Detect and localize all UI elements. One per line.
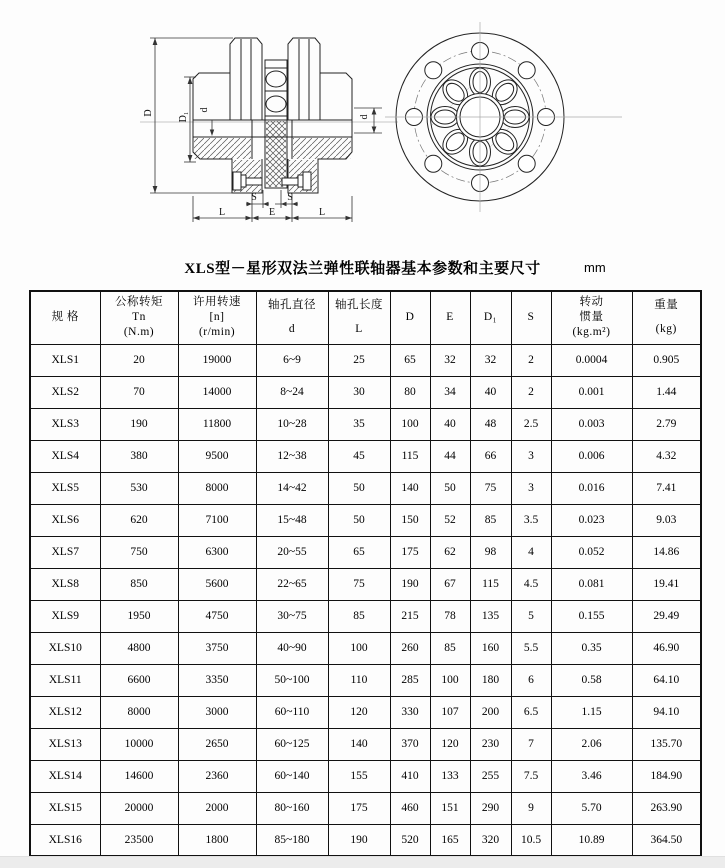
value-cell: 155 <box>328 760 390 792</box>
value-cell: 19000 <box>178 344 256 376</box>
value-cell: 2 <box>511 344 551 376</box>
column-header-D: D <box>390 291 430 344</box>
value-cell: 10~28 <box>256 408 328 440</box>
value-cell: 2000 <box>178 792 256 824</box>
table-row <box>30 632 701 664</box>
value-cell: 80~160 <box>256 792 328 824</box>
table-header-row <box>30 291 701 344</box>
value-cell: 190 <box>328 824 390 856</box>
value-cell: 45 <box>328 440 390 472</box>
value-cell: 255 <box>470 760 511 792</box>
value-cell: 6 <box>511 664 551 696</box>
value-cell: 750 <box>100 536 178 568</box>
value-cell: 94.10 <box>632 696 701 728</box>
table-row <box>30 824 701 856</box>
column-header-weight: 重量 (kg) <box>632 291 701 344</box>
section-view <box>193 38 352 193</box>
value-cell: 50 <box>430 472 470 504</box>
value-cell: 3750 <box>178 632 256 664</box>
value-cell: 2 <box>511 376 551 408</box>
value-cell: 0.58 <box>551 664 632 696</box>
value-cell: 2.5 <box>511 408 551 440</box>
column-header-length: 轴孔长度 L <box>328 291 390 344</box>
value-cell: 50 <box>328 504 390 536</box>
value-cell: 1950 <box>100 600 178 632</box>
value-cell: 6~9 <box>256 344 328 376</box>
value-cell: 6.5 <box>511 696 551 728</box>
value-cell: 19.41 <box>632 568 701 600</box>
value-cell: 48 <box>470 408 511 440</box>
value-cell: 370 <box>390 728 430 760</box>
dim-label-d-right: d <box>359 114 370 120</box>
dim-label-D: D <box>143 109 154 117</box>
spec-cell: XLS10 <box>30 632 100 664</box>
value-cell: 50 <box>328 472 390 504</box>
table-row <box>30 792 701 824</box>
value-cell: 20 <box>100 344 178 376</box>
value-cell: 12~38 <box>256 440 328 472</box>
value-cell: 1.44 <box>632 376 701 408</box>
value-cell: 120 <box>328 696 390 728</box>
dim-label-E: E <box>268 207 276 218</box>
value-cell: 3.5 <box>511 504 551 536</box>
value-cell: 3350 <box>178 664 256 696</box>
table-row <box>30 696 701 728</box>
column-header-torque: 公称转矩 Tn (N.m) <box>100 291 178 344</box>
value-cell: 620 <box>100 504 178 536</box>
value-cell: 133 <box>430 760 470 792</box>
dim-label-d-left: d <box>199 107 210 113</box>
value-cell: 62 <box>430 536 470 568</box>
value-cell: 15~48 <box>256 504 328 536</box>
value-cell: 190 <box>100 408 178 440</box>
value-cell: 380 <box>100 440 178 472</box>
bottom-scroll-area[interactable] <box>0 856 725 868</box>
value-cell: 98 <box>470 536 511 568</box>
table-row <box>30 760 701 792</box>
value-cell: 8000 <box>178 472 256 504</box>
spec-cell: XLS8 <box>30 568 100 600</box>
value-cell: 3 <box>511 440 551 472</box>
value-cell: 11800 <box>178 408 256 440</box>
value-cell: 9500 <box>178 440 256 472</box>
value-cell: 65 <box>390 344 430 376</box>
value-cell: 35 <box>328 408 390 440</box>
value-cell: 44 <box>430 440 470 472</box>
value-cell: 5.5 <box>511 632 551 664</box>
value-cell: 4800 <box>100 632 178 664</box>
value-cell: 135 <box>470 600 511 632</box>
value-cell: 14.86 <box>632 536 701 568</box>
value-cell: 160 <box>470 632 511 664</box>
table-row <box>30 344 701 376</box>
column-header-D1: D₁ <box>470 291 511 344</box>
value-cell: 1.15 <box>551 696 632 728</box>
value-cell: 0.016 <box>551 472 632 504</box>
value-cell: 10.5 <box>511 824 551 856</box>
spec-cell: XLS6 <box>30 504 100 536</box>
value-cell: 2.79 <box>632 408 701 440</box>
spec-cell: XLS15 <box>30 792 100 824</box>
front-view <box>396 33 590 217</box>
value-cell: 184.90 <box>632 760 701 792</box>
dim-label-D1: D₁ <box>178 111 189 123</box>
value-cell: 85 <box>430 632 470 664</box>
value-cell: 850 <box>100 568 178 600</box>
value-cell: 78 <box>430 600 470 632</box>
value-cell: 2650 <box>178 728 256 760</box>
value-cell: 34 <box>430 376 470 408</box>
value-cell: 40~90 <box>256 632 328 664</box>
value-cell: 175 <box>390 536 430 568</box>
value-cell: 9 <box>511 792 551 824</box>
value-cell: 14~42 <box>256 472 328 504</box>
value-cell: 140 <box>328 728 390 760</box>
value-cell: 6600 <box>100 664 178 696</box>
value-cell: 85~180 <box>256 824 328 856</box>
value-cell: 3 <box>511 472 551 504</box>
value-cell: 175 <box>328 792 390 824</box>
value-cell: 60~110 <box>256 696 328 728</box>
spec-cell: XLS9 <box>30 600 100 632</box>
value-cell: 364.50 <box>632 824 701 856</box>
dim-label-L-right: L <box>318 207 326 218</box>
value-cell: 5600 <box>178 568 256 600</box>
spec-cell: XLS11 <box>30 664 100 696</box>
value-cell: 0.905 <box>632 344 701 376</box>
value-cell: 8000 <box>100 696 178 728</box>
table-row <box>30 600 701 632</box>
table-row <box>30 408 701 440</box>
value-cell: 64.10 <box>632 664 701 696</box>
value-cell: 100 <box>390 408 430 440</box>
value-cell: 52 <box>430 504 470 536</box>
value-cell: 190 <box>390 568 430 600</box>
spec-cell: XLS7 <box>30 536 100 568</box>
value-cell: 75 <box>328 568 390 600</box>
spec-cell: XLS16 <box>30 824 100 856</box>
value-cell: 115 <box>470 568 511 600</box>
value-cell: 40 <box>470 376 511 408</box>
value-cell: 115 <box>390 440 430 472</box>
value-cell: 0.052 <box>551 536 632 568</box>
value-cell: 0.001 <box>551 376 632 408</box>
value-cell: 75 <box>470 472 511 504</box>
value-cell: 70 <box>100 376 178 408</box>
technical-drawing <box>0 0 725 252</box>
table-row <box>30 568 701 600</box>
value-cell: 40 <box>430 408 470 440</box>
spec-cell: XLS14 <box>30 760 100 792</box>
value-cell: 460 <box>390 792 430 824</box>
value-cell: 30~75 <box>256 600 328 632</box>
value-cell: 1800 <box>178 824 256 856</box>
value-cell: 9.03 <box>632 504 701 536</box>
value-cell: 5.70 <box>551 792 632 824</box>
value-cell: 260 <box>390 632 430 664</box>
value-cell: 67 <box>430 568 470 600</box>
value-cell: 165 <box>430 824 470 856</box>
unit-label: mm <box>584 260 606 275</box>
value-cell: 0.35 <box>551 632 632 664</box>
value-cell: 5 <box>511 600 551 632</box>
value-cell: 4750 <box>178 600 256 632</box>
value-cell: 100 <box>430 664 470 696</box>
value-cell: 2360 <box>178 760 256 792</box>
value-cell: 7 <box>511 728 551 760</box>
column-header-spec: 规 格 <box>30 291 100 344</box>
column-header-speed: 许用转速 [n] (r/min) <box>178 291 256 344</box>
table-row <box>30 504 701 536</box>
value-cell: 23500 <box>100 824 178 856</box>
value-cell: 85 <box>328 600 390 632</box>
column-header-E: E <box>430 291 470 344</box>
spec-cell: XLS12 <box>30 696 100 728</box>
value-cell: 7100 <box>178 504 256 536</box>
table-row <box>30 536 701 568</box>
value-cell: 180 <box>470 664 511 696</box>
value-cell: 0.0004 <box>551 344 632 376</box>
value-cell: 10000 <box>100 728 178 760</box>
value-cell: 32 <box>430 344 470 376</box>
value-cell: 285 <box>390 664 430 696</box>
spec-cell: XLS5 <box>30 472 100 504</box>
value-cell: 25 <box>328 344 390 376</box>
value-cell: 4 <box>511 536 551 568</box>
value-cell: 151 <box>430 792 470 824</box>
spec-cell: XLS13 <box>30 728 100 760</box>
value-cell: 110 <box>328 664 390 696</box>
spec-table <box>29 290 702 857</box>
value-cell: 520 <box>390 824 430 856</box>
value-cell: 65 <box>328 536 390 568</box>
value-cell: 100 <box>328 632 390 664</box>
value-cell: 20~55 <box>256 536 328 568</box>
value-cell: 60~125 <box>256 728 328 760</box>
column-header-bore: 轴孔直径 d <box>256 291 328 344</box>
table-row <box>30 440 701 472</box>
value-cell: 215 <box>390 600 430 632</box>
column-header-S: S <box>511 291 551 344</box>
value-cell: 29.49 <box>632 600 701 632</box>
value-cell: 8~24 <box>256 376 328 408</box>
value-cell: 135.70 <box>632 728 701 760</box>
value-cell: 140 <box>390 472 430 504</box>
spec-cell: XLS3 <box>30 408 100 440</box>
value-cell: 66 <box>470 440 511 472</box>
value-cell: 60~140 <box>256 760 328 792</box>
value-cell: 10.89 <box>551 824 632 856</box>
value-cell: 46.90 <box>632 632 701 664</box>
value-cell: 2.06 <box>551 728 632 760</box>
table-row <box>30 376 701 408</box>
table-row <box>30 664 701 696</box>
value-cell: 4.32 <box>632 440 701 472</box>
title-row <box>0 257 725 278</box>
value-cell: 22~65 <box>256 568 328 600</box>
value-cell: 107 <box>430 696 470 728</box>
page-title: XLS型－星形双法兰弹性联轴器基本参数和主要尺寸 <box>184 261 541 277</box>
value-cell: 0.155 <box>551 600 632 632</box>
value-cell: 530 <box>100 472 178 504</box>
value-cell: 0.006 <box>551 440 632 472</box>
value-cell: 3000 <box>178 696 256 728</box>
value-cell: 200 <box>470 696 511 728</box>
spec-cell: XLS4 <box>30 440 100 472</box>
value-cell: 14000 <box>178 376 256 408</box>
value-cell: 6300 <box>178 536 256 568</box>
value-cell: 80 <box>390 376 430 408</box>
value-cell: 4.5 <box>511 568 551 600</box>
spec-cell: XLS1 <box>30 344 100 376</box>
value-cell: 32 <box>470 344 511 376</box>
value-cell: 0.023 <box>551 504 632 536</box>
value-cell: 7.41 <box>632 472 701 504</box>
value-cell: 7.5 <box>511 760 551 792</box>
value-cell: 320 <box>470 824 511 856</box>
dim-label-S-left: S <box>251 192 257 203</box>
value-cell: 150 <box>390 504 430 536</box>
value-cell: 120 <box>430 728 470 760</box>
value-cell: 0.003 <box>551 408 632 440</box>
value-cell: 85 <box>470 504 511 536</box>
value-cell: 230 <box>470 728 511 760</box>
value-cell: 290 <box>470 792 511 824</box>
table-row <box>30 472 701 504</box>
value-cell: 410 <box>390 760 430 792</box>
value-cell: 3.46 <box>551 760 632 792</box>
value-cell: 50~100 <box>256 664 328 696</box>
value-cell: 30 <box>328 376 390 408</box>
spec-cell: XLS2 <box>30 376 100 408</box>
column-header-inertia: 转动 惯量 (kg.m²) <box>551 291 632 344</box>
value-cell: 263.90 <box>632 792 701 824</box>
value-cell: 20000 <box>100 792 178 824</box>
dim-label-L-left: L <box>218 207 226 218</box>
value-cell: 330 <box>390 696 430 728</box>
table-row <box>30 728 701 760</box>
dim-label-S-right: S <box>287 192 293 203</box>
value-cell: 14600 <box>100 760 178 792</box>
value-cell: 0.081 <box>551 568 632 600</box>
